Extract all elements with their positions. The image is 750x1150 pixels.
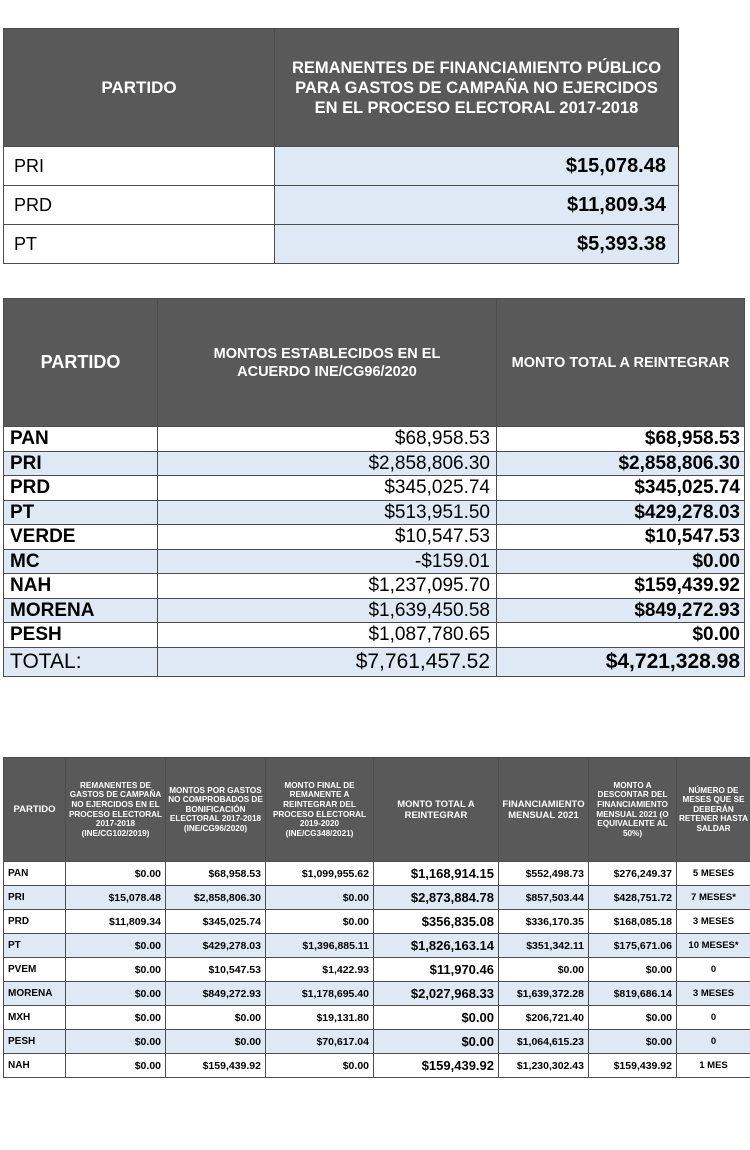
cell-remanentes: $0.00 <box>66 958 166 982</box>
cell-final: $0.00 <box>266 886 374 910</box>
table-header-row <box>4 758 750 862</box>
cell-total: $2,873,884.78 <box>374 886 499 910</box>
cell-montos: $1,639,450.58 <box>158 598 497 623</box>
cell-monto: $11,809.34 <box>275 186 679 225</box>
table-row <box>4 934 750 958</box>
cell-final: $19,131.80 <box>266 1006 374 1030</box>
cell-financiamiento: $1,064,615.23 <box>499 1030 589 1054</box>
cell-descontar: $175,671.06 <box>589 934 677 958</box>
cell-total: $0.00 <box>374 1030 499 1054</box>
cell-total-reintegrar: $4,721,328.98 <box>497 647 745 676</box>
table-row <box>4 862 750 886</box>
cell-partido: PRI <box>4 886 66 910</box>
cell-total: $1,168,914.15 <box>374 862 499 886</box>
cell-total: $356,835.08 <box>374 910 499 934</box>
cell-final: $1,422.93 <box>266 958 374 982</box>
header-remanentes: REMANENTES DE FINANCIAMIENTO PÚBLICO PARA GASTOS DE CAMPAÑA NO EJERCIDOS EN EL PROCESO ELECTORAL 2017-2018 <box>275 29 679 147</box>
cell-partido: PAN <box>4 427 158 452</box>
cell-descontar: $0.00 <box>589 1006 677 1030</box>
cell-financiamiento: $206,721.40 <box>499 1006 589 1030</box>
cell-total: $0.00 <box>497 549 745 574</box>
cell-final: $1,099,955.62 <box>266 862 374 886</box>
cell-partido: PRD <box>4 910 66 934</box>
cell-remanentes: $0.00 <box>66 934 166 958</box>
table-row <box>4 574 745 599</box>
cell-meses: 10 MESES* <box>677 934 750 958</box>
table-row <box>4 549 745 574</box>
header-montos: MONTOS POR GASTOS NO COMPROBADOS DE BONIFICACIÓN ELECTORAL 2017-2018 (INE/CG96/2020) <box>166 758 266 862</box>
cell-final: $0.00 <box>266 1054 374 1078</box>
cell-total: $68,958.53 <box>497 427 745 452</box>
cell-partido: VERDE <box>4 525 158 550</box>
cell-montos: $10,547.53 <box>158 525 497 550</box>
cell-montos: -$159.01 <box>158 549 497 574</box>
cell-partido: MXH <box>4 1006 66 1030</box>
table-row <box>4 623 745 648</box>
cell-meses: 1 MES <box>677 1054 750 1078</box>
cell-montos: $2,858,806.30 <box>166 886 266 910</box>
cell-total-label: TOTAL: <box>4 647 158 676</box>
cell-financiamiento: $336,170.35 <box>499 910 589 934</box>
cell-total: $0.00 <box>497 623 745 648</box>
table-row <box>4 1006 750 1030</box>
cell-final: $0.00 <box>266 910 374 934</box>
cell-total: $429,278.03 <box>497 500 745 525</box>
cell-remanentes: $0.00 <box>66 1006 166 1030</box>
cell-remanentes: $0.00 <box>66 982 166 1006</box>
cell-meses: 0 <box>677 1030 750 1054</box>
table-row <box>4 147 679 186</box>
cell-montos: $68,958.53 <box>166 862 266 886</box>
cell-montos: $1,237,095.70 <box>158 574 497 599</box>
cell-montos: $345,025.74 <box>158 476 497 501</box>
cell-financiamiento: $0.00 <box>499 958 589 982</box>
cell-financiamiento: $1,230,302.43 <box>499 1054 589 1078</box>
cell-montos: $849,272.93 <box>166 982 266 1006</box>
header-final: MONTO FINAL DE REMANENTE A REINTEGRAR DEL PROCESO ELECTORAL 2019-2020 (INE/CG348/2021) <box>266 758 374 862</box>
cell-descontar: $276,249.37 <box>589 862 677 886</box>
cell-partido: PT <box>4 500 158 525</box>
cell-total: $0.00 <box>374 1006 499 1030</box>
header-montos: MONTOS ESTABLECIDOS EN EL ACUERDO INE/CG96/2020 <box>158 299 497 427</box>
header-total: MONTO TOTAL A REINTEGRAR <box>374 758 499 862</box>
cell-total: $2,027,968.33 <box>374 982 499 1006</box>
cell-financiamiento: $857,503.44 <box>499 886 589 910</box>
cell-partido: PESH <box>4 623 158 648</box>
cell-partido: NAH <box>4 574 158 599</box>
cell-montos: $429,278.03 <box>166 934 266 958</box>
cell-total: $849,272.93 <box>497 598 745 623</box>
table-row <box>4 427 745 452</box>
header-partido: PARTIDO <box>4 29 275 147</box>
cell-descontar: $819,686.14 <box>589 982 677 1006</box>
cell-final: $1,396,885.11 <box>266 934 374 958</box>
cell-remanentes: $11,809.34 <box>66 910 166 934</box>
remanentes-rows <box>4 147 679 264</box>
header-partido: PARTIDO <box>4 299 158 427</box>
descuento-mensual-table <box>3 757 750 1078</box>
cell-partido: PRI <box>4 451 158 476</box>
descuento-rows <box>4 862 750 1078</box>
table-row <box>4 525 745 550</box>
cell-partido: PRI <box>4 147 275 186</box>
remanentes-table <box>3 28 679 264</box>
cell-partido: PESH <box>4 1030 66 1054</box>
cell-remanentes: $0.00 <box>66 1054 166 1078</box>
cell-descontar: $0.00 <box>589 1030 677 1054</box>
cell-descontar: $0.00 <box>589 958 677 982</box>
cell-remanentes: $15,078.48 <box>66 886 166 910</box>
cell-montos: $10,547.53 <box>166 958 266 982</box>
cell-total: $159,439.92 <box>497 574 745 599</box>
cell-meses: 5 MESES <box>677 862 750 886</box>
header-meses: NÚMERO DE MESES QUE SE DEBERÁN RETENER HASTA SALDAR <box>677 758 750 862</box>
cell-final: $70,617.04 <box>266 1030 374 1054</box>
cell-monto: $15,078.48 <box>275 147 679 186</box>
cell-total-montos: $7,761,457.52 <box>158 647 497 676</box>
montos-rows <box>4 427 745 677</box>
cell-total: $10,547.53 <box>497 525 745 550</box>
table-row <box>4 1054 750 1078</box>
cell-total: $159,439.92 <box>374 1054 499 1078</box>
cell-monto: $5,393.38 <box>275 225 679 264</box>
cell-partido: MORENA <box>4 598 158 623</box>
cell-descontar: $428,751.72 <box>589 886 677 910</box>
cell-total: $2,858,806.30 <box>497 451 745 476</box>
montos-reintegrar-table <box>3 298 745 677</box>
table-row <box>4 451 745 476</box>
cell-meses: 3 MESES <box>677 982 750 1006</box>
cell-meses: 0 <box>677 1006 750 1030</box>
table-header-row <box>4 299 745 427</box>
cell-partido: PRD <box>4 186 275 225</box>
cell-montos: $159,439.92 <box>166 1054 266 1078</box>
cell-montos: $345,025.74 <box>166 910 266 934</box>
cell-financiamiento: $1,639,372.28 <box>499 982 589 1006</box>
table-row <box>4 958 750 982</box>
cell-partido: NAH <box>4 1054 66 1078</box>
table-row <box>4 910 750 934</box>
cell-partido: PRD <box>4 476 158 501</box>
cell-montos: $68,958.53 <box>158 427 497 452</box>
cell-montos: $2,858,806.30 <box>158 451 497 476</box>
cell-montos: $0.00 <box>166 1006 266 1030</box>
header-total: MONTO TOTAL A REINTEGRAR <box>497 299 745 427</box>
table-row <box>4 476 745 501</box>
table-row <box>4 500 745 525</box>
cell-final: $1,178,695.40 <box>266 982 374 1006</box>
cell-partido: PVEM <box>4 958 66 982</box>
table-row <box>4 1030 750 1054</box>
header-remanentes: REMANENTES DE GASTOS DE CAMPAÑA NO EJERCIDOS EN EL PROCESO ELECTORAL 2017-2018 (INE/CG102/2019) <box>66 758 166 862</box>
table-row <box>4 225 679 264</box>
cell-meses: 7 MESES* <box>677 886 750 910</box>
cell-remanentes: $0.00 <box>66 862 166 886</box>
cell-montos: $0.00 <box>166 1030 266 1054</box>
cell-financiamiento: $552,498.73 <box>499 862 589 886</box>
cell-total: $1,826,163.14 <box>374 934 499 958</box>
cell-montos: $1,087,780.65 <box>158 623 497 648</box>
cell-meses: 0 <box>677 958 750 982</box>
cell-partido: PT <box>4 225 275 264</box>
cell-total: $345,025.74 <box>497 476 745 501</box>
cell-partido: PAN <box>4 862 66 886</box>
table-row <box>4 886 750 910</box>
cell-partido: PT <box>4 934 66 958</box>
header-partido: PARTIDO <box>4 758 66 862</box>
table-row <box>4 598 745 623</box>
table-row <box>4 982 750 1006</box>
cell-descontar: $168,085.18 <box>589 910 677 934</box>
cell-montos: $513,951.50 <box>158 500 497 525</box>
cell-financiamiento: $351,342.11 <box>499 934 589 958</box>
cell-remanentes: $0.00 <box>66 1030 166 1054</box>
table-row <box>4 186 679 225</box>
cell-partido: MC <box>4 549 158 574</box>
total-row <box>4 647 745 676</box>
header-financiamiento: FINANCIAMIENTO MENSUAL 2021 <box>499 758 589 862</box>
cell-meses: 3 MESES <box>677 910 750 934</box>
table-header-row <box>4 29 679 147</box>
header-descontar: MONTO A DESCONTAR DEL FINANCIAMIENTO MENSUAL 2021 (O EQUIVALENTE AL 50%) <box>589 758 677 862</box>
cell-partido: MORENA <box>4 982 66 1006</box>
cell-descontar: $159,439.92 <box>589 1054 677 1078</box>
cell-total: $11,970.46 <box>374 958 499 982</box>
